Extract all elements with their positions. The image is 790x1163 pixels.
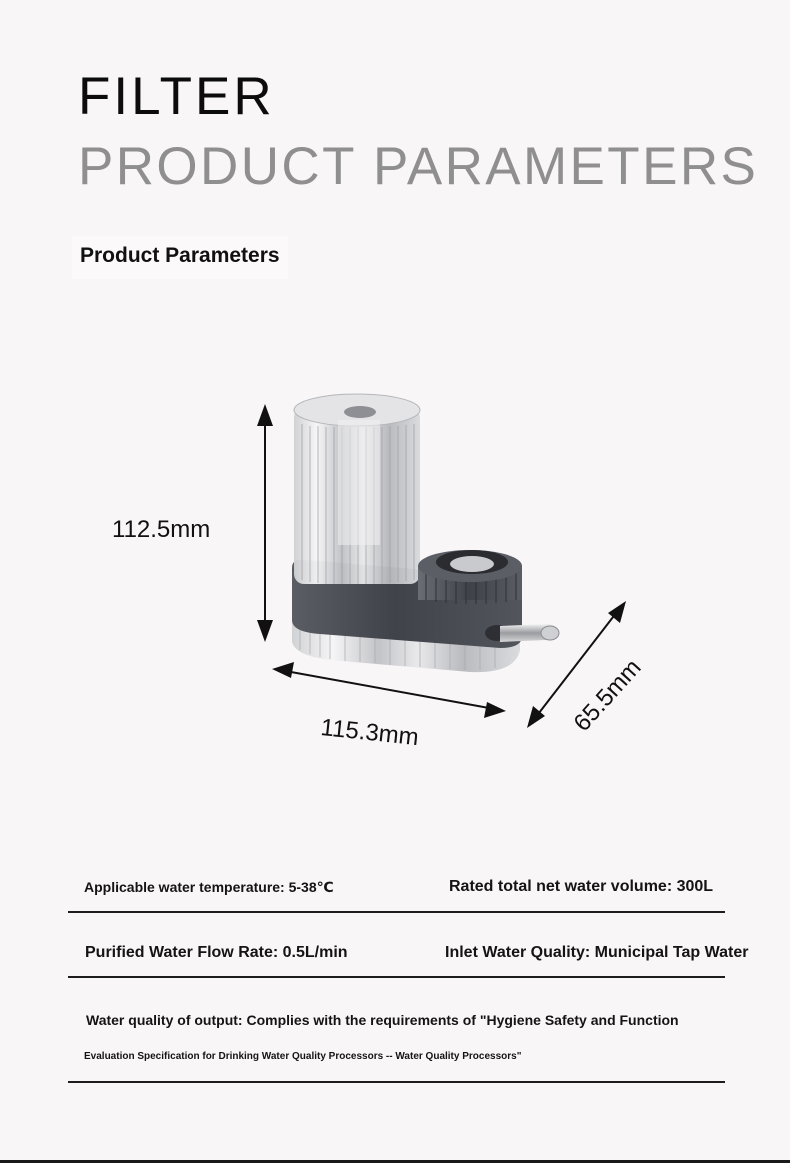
dimension-width-label: 115.3mm — [319, 714, 420, 752]
page-title: FILTER — [78, 67, 275, 126]
param-net-water-volume: Rated total net water volume: 300L — [449, 878, 714, 895]
dimension-height-label: 112.5mm — [112, 516, 211, 543]
param-flow-rate: Purified Water Flow Rate: 0.5L/min — [85, 944, 348, 961]
page-subtitle: PRODUCT PARAMETERS — [78, 137, 759, 196]
param-inlet-quality: Inlet Water Quality: Municipal Tap Water — [445, 944, 749, 961]
param-output-quality-line2: Evaluation Specification for Drinking Water Quality Processors -- Water Quality Processors" — [84, 1051, 522, 1062]
param-output-quality-line1: Water quality of output: Complies with the requirements of "Hygiene Safety and Function — [86, 1012, 679, 1028]
height-arrow-bottom-icon — [257, 620, 273, 642]
dimension-depth-label: 65.5mm — [568, 654, 647, 737]
divider — [68, 911, 725, 913]
width-arrow — [280, 670, 500, 710]
divider — [68, 1081, 725, 1083]
height-arrow-top-icon — [257, 404, 273, 426]
width-arrow-right-icon — [484, 702, 506, 718]
divider — [68, 976, 725, 978]
product-illustration — [0, 380, 790, 780]
param-water-temperature: Applicable water temperature: 5-38℃ — [84, 879, 334, 895]
filter-device — [292, 394, 559, 672]
section-label: Product Parameters — [72, 236, 288, 279]
width-arrow-left-icon — [272, 662, 294, 678]
